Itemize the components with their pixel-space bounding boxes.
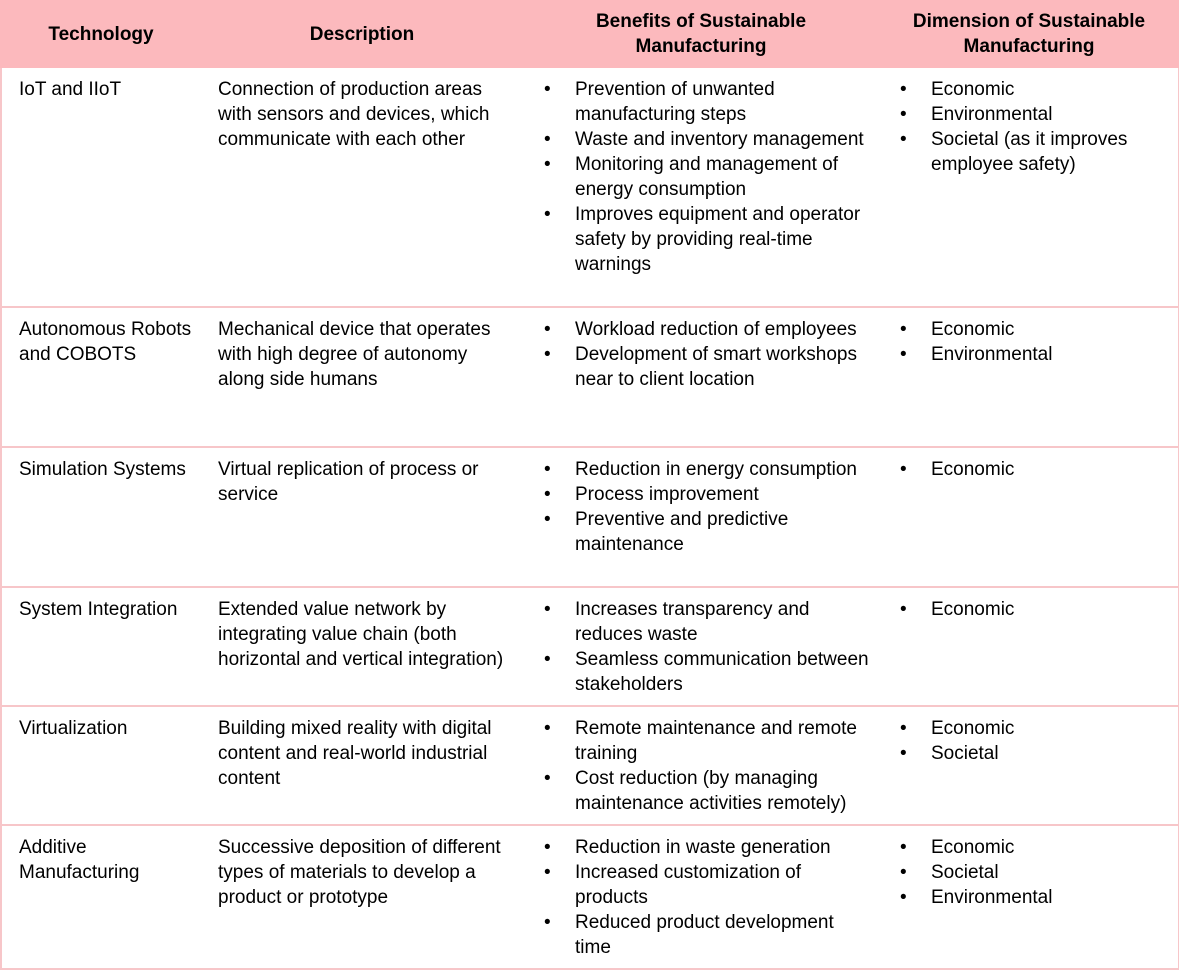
cell-dimensions: [879, 587, 1179, 706]
table-row: [1, 307, 1179, 447]
dimension-item: • Economic: [900, 835, 1170, 860]
table-row: [1, 447, 1179, 587]
cell-description: Connection of production areas with sensors and devices, which communicate with each other: [201, 67, 523, 307]
dimension-item: • Environmental: [900, 342, 1170, 367]
dimension-item: • Economic: [900, 597, 1170, 622]
dimension-item: • Economic: [900, 317, 1170, 342]
benefit-item: • Increased customization of products: [544, 860, 871, 910]
benefit-item: • Cost reduction (by managing maintenance activities remotely): [544, 766, 871, 816]
cell-benefits: [523, 706, 879, 825]
benefit-item: • Increases transparency and reduces waste: [544, 597, 871, 647]
table-row: [1, 67, 1179, 307]
benefit-item: • Prevention of unwanted manufacturing steps: [544, 77, 871, 127]
benefit-item: • Reduction in energy consumption: [544, 457, 871, 482]
dimensions-list: [900, 835, 1170, 910]
cell-technology: Autonomous Robots and COBOTS: [1, 307, 201, 447]
header-technology: Technology: [1, 1, 201, 67]
benefit-item: • Preventive and predictive maintenance: [544, 507, 871, 557]
cell-technology: Additive Manufacturing: [1, 825, 201, 969]
header-description: Description: [201, 1, 523, 67]
dimensions-list: [900, 77, 1170, 177]
dimension-item: • Societal (as it improves employee safety): [900, 127, 1170, 177]
benefit-item: • Development of smart workshops near to client location: [544, 342, 871, 392]
header-dimension: Dimension of Sustainable Manufacturing: [879, 1, 1179, 67]
dimension-item: • Economic: [900, 77, 1170, 102]
table-body: [1, 67, 1179, 969]
benefit-item: • Reduction in waste generation: [544, 835, 871, 860]
cell-description: Virtual replication of process or service: [201, 447, 523, 587]
benefit-item: • Waste and inventory management: [544, 127, 871, 152]
cell-benefits: [523, 587, 879, 706]
dimensions-list: [900, 317, 1170, 367]
cell-description: Extended value network by integrating value chain (both horizontal and vertical integration): [201, 587, 523, 706]
cell-dimensions: [879, 447, 1179, 587]
benefit-item: • Process improvement: [544, 482, 871, 507]
dimensions-list: [900, 457, 1170, 482]
header-benefits: Benefits of Sustainable Manufacturing: [523, 1, 879, 67]
dimension-item: • Environmental: [900, 885, 1170, 910]
benefits-list: [544, 835, 871, 960]
cell-dimensions: [879, 67, 1179, 307]
benefits-list: [544, 77, 871, 277]
dimensions-list: [900, 716, 1170, 766]
cell-description: Building mixed reality with digital content and real-world industrial content: [201, 706, 523, 825]
cell-dimensions: [879, 307, 1179, 447]
cell-technology: Simulation Systems: [1, 447, 201, 587]
dimension-item: • Environmental: [900, 102, 1170, 127]
cell-benefits: [523, 447, 879, 587]
header-row: [1, 1, 1179, 67]
benefits-list: [544, 317, 871, 392]
benefit-item: • Monitoring and management of energy consumption: [544, 152, 871, 202]
benefits-list: [544, 597, 871, 697]
table-row: [1, 587, 1179, 706]
cell-benefits: [523, 67, 879, 307]
benefit-item: • Improves equipment and operator safety by providing real-time warnings: [544, 202, 871, 277]
dimension-item: • Economic: [900, 716, 1170, 741]
cell-dimensions: [879, 825, 1179, 969]
benefit-item: • Workload reduction of employees: [544, 317, 871, 342]
cell-benefits: [523, 307, 879, 447]
benefits-list: [544, 716, 871, 816]
benefit-item: • Reduced product development time: [544, 910, 871, 960]
dimension-item: • Economic: [900, 457, 1170, 482]
dimension-item: • Societal: [900, 860, 1170, 885]
benefit-item: • Remote maintenance and remote training: [544, 716, 871, 766]
cell-technology: Virtualization: [1, 706, 201, 825]
table-header: [1, 1, 1179, 67]
cell-technology: System Integration: [1, 587, 201, 706]
cell-description: Successive deposition of different types of materials to develop a product or prototype: [201, 825, 523, 969]
cell-technology: IoT and IIoT: [1, 67, 201, 307]
cell-dimensions: [879, 706, 1179, 825]
table-row: [1, 825, 1179, 969]
cell-description: Mechanical device that operates with high degree of autonomy along side humans: [201, 307, 523, 447]
table-row: [1, 706, 1179, 825]
dimensions-list: [900, 597, 1170, 622]
cell-benefits: [523, 825, 879, 969]
benefits-list: [544, 457, 871, 557]
dimension-item: • Societal: [900, 741, 1170, 766]
benefit-item: • Seamless communication between stakeholders: [544, 647, 871, 697]
